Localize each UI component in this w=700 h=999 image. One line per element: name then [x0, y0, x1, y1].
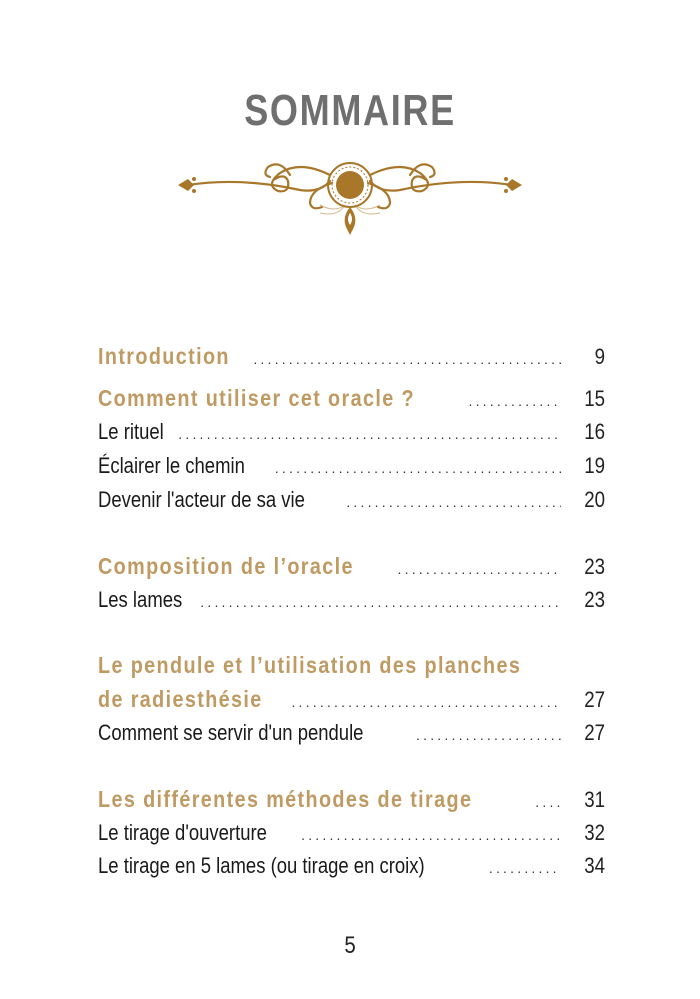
toc-entry-tirage-ouverture[interactable]: Le tirage d'ouverture ..... 32: [98, 820, 605, 850]
toc-entry-pendule-line1: Le pendule et l’utilisation des planches: [98, 652, 522, 678]
leader-dots: [301, 827, 561, 843]
toc-entry-composition[interactable]: Composition de l’oracle ..... 23: [98, 553, 605, 583]
leader-dots: [275, 460, 561, 476]
leader-dots: [200, 594, 561, 610]
page-title: SOMMAIRE: [244, 86, 456, 135]
leader-dots: [291, 694, 561, 710]
leader-dots: [253, 351, 561, 367]
page-number: 5: [344, 932, 356, 959]
toc-entry-methodes[interactable]: Les différentes méthodes de tirage ..... 31: [98, 786, 605, 816]
toc-entry-tirage-5-lames[interactable]: Le tirage en 5 lames (ou tirage en croix) ..... 34: [98, 853, 605, 883]
toc-entry-pendule[interactable]: de radiesthésie ..... 27: [98, 686, 605, 716]
toc-entry-comment-utiliser[interactable]: Comment utiliser cet oracle ? ..... 15: [98, 385, 605, 415]
toc-entry-les-lames[interactable]: Les lames ..... 23: [98, 587, 605, 617]
leader-dots: [416, 727, 561, 743]
toc-entry-le-rituel[interactable]: Le rituel ..... 16: [98, 419, 605, 449]
leader-dots: [489, 860, 561, 876]
leader-dots: [178, 426, 561, 442]
toc-entry-introduction[interactable]: Introduction ..... 9: [98, 343, 605, 373]
toc-entry-eclairer[interactable]: Éclairer le chemin ..... 19: [98, 453, 605, 483]
leader-dots: [398, 561, 561, 577]
toc-entry-devenir[interactable]: Devenir l'acteur de sa vie ..... 20: [98, 487, 605, 517]
filigree-sun-ornament-icon: [170, 145, 530, 235]
leader-dots: [535, 794, 561, 810]
leader-dots: [469, 393, 562, 409]
toc-entry-servir-pendule[interactable]: Comment se servir d'un pendule ..... 27: [98, 720, 605, 750]
leader-dots: [346, 494, 561, 510]
